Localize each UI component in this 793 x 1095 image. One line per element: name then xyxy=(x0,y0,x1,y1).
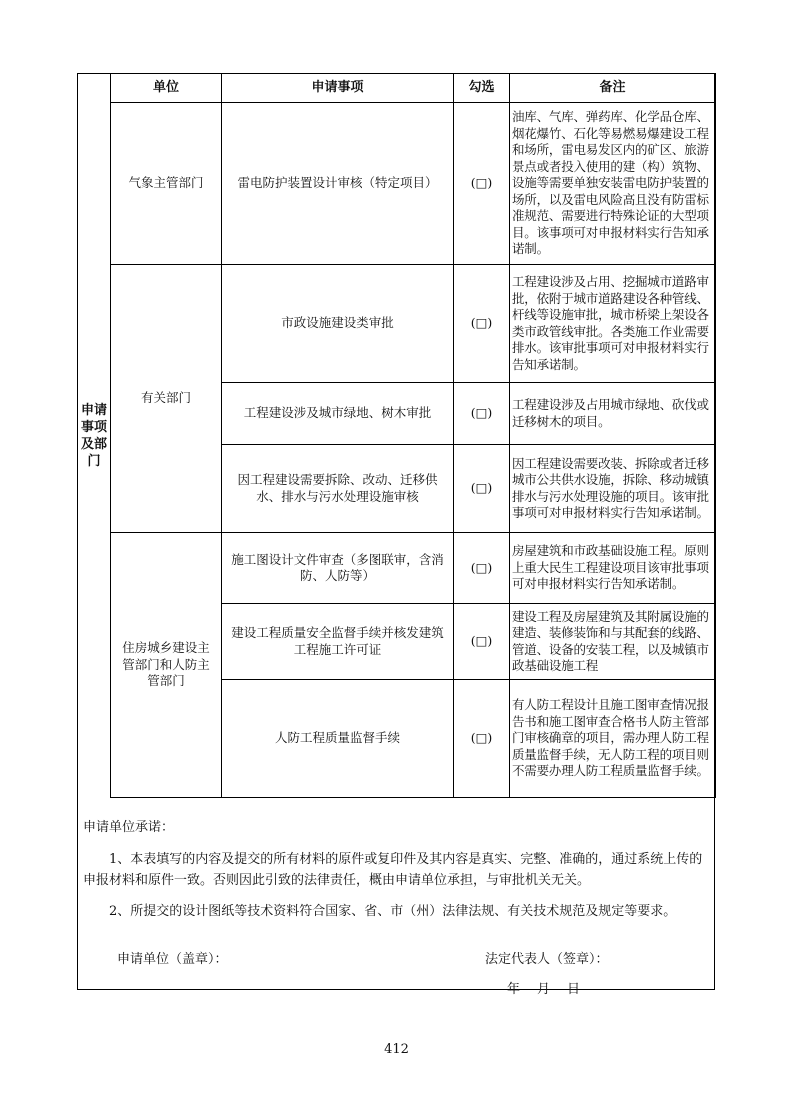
note-cell xyxy=(510,533,716,604)
dept-cell: 有关部门 xyxy=(111,265,222,533)
header-unit: 单位 xyxy=(111,74,222,103)
check-box[interactable]: (□) xyxy=(454,680,510,798)
header-check: 勾选 xyxy=(454,74,510,103)
check-box[interactable]: (□) xyxy=(454,383,510,445)
legal-rep-signature-label: 法定代表人（签章）： xyxy=(485,952,609,967)
commitment-title: 申请单位承诺： xyxy=(83,820,175,835)
item-cell: 工程建设涉及城市绿地、树木审批 xyxy=(222,383,454,445)
item-cell: 施工图设计文件审查（多图联审，含消防、人防等） xyxy=(222,533,454,604)
date-label: 年 月 日 xyxy=(507,982,583,997)
item-cell: 市政设施建设类审批 xyxy=(222,265,454,383)
note-text: 因工程建设需要改装、拆除或者迁移城市公共供水设施，拆除、移动城镇排水与污水处理设施的项目。该审批事项可对申报材料实行告知承诺制。 xyxy=(512,455,709,520)
side-label-cell xyxy=(78,74,111,798)
applicant-seal-label: 申请单位（盖章）： xyxy=(117,952,228,967)
note-cell xyxy=(510,604,716,680)
check-box[interactable]: (□) xyxy=(454,445,510,533)
dept-cell: 住房城乡建设主管部门和人防主管部门 xyxy=(111,533,222,798)
commitment-paragraph-2: 2、所提交的设计图纸等技术资料符合国家、省、市（州）法律法规、有关技术规范及规定等要求。 xyxy=(109,904,677,919)
item-cell: 雷电防护装置设计审核（特定项目） xyxy=(222,103,454,265)
header-item: 申请事项 xyxy=(222,74,454,103)
table-header-row xyxy=(78,74,716,103)
note-cell xyxy=(510,103,716,265)
note-text: 工程建设涉及占用城市绿地、砍伐或迁移树木的项目。 xyxy=(512,397,709,429)
item-cell: 因工程建设需要拆除、改动、迁移供水、排水与污水处理设施审核 xyxy=(222,445,454,533)
dept-cell: 气象主管部门 xyxy=(111,103,222,265)
item-cell: 人防工程质量监督手续 xyxy=(222,680,454,798)
check-box[interactable]: (□) xyxy=(454,103,510,265)
note-text: 油库、气库、弹药库、化学品仓库、烟花爆竹、石化等易燃易爆建设工程和场所，雷电易发区内的矿区、旅游景点或者投入使用的建（构）筑物、设施等需要单独安装雷电防护装置的场所，以及雷电风险高且没有防雷标准规范、需要进行特殊论证的大型项目。该事项可对申报材料实行告知承诺制。 xyxy=(512,109,709,257)
check-box[interactable]: (□) xyxy=(454,533,510,604)
header-note: 备注 xyxy=(510,74,716,103)
item-cell: 建设工程质量安全监督手续并核发建筑工程施工许可证 xyxy=(222,604,454,680)
commitment-paragraph-1: 1、本表填写的内容及提交的所有材料的原件或复印件及其内容是真实、完整、准确的，通过系统上传的申报材料和原件一致。否则因此引致的法律责任，概由申请单位承担，与审批机关无关。 xyxy=(83,852,703,888)
check-box[interactable]: (□) xyxy=(454,604,510,680)
application-table xyxy=(77,73,716,798)
table-row xyxy=(78,533,716,604)
note-cell xyxy=(510,265,716,383)
note-text: 房屋建筑和市政基础设施工程。原则上重大民生工程建设项目该审批事项可对申报材料实行告知承诺制。 xyxy=(512,543,709,592)
check-box[interactable]: (□) xyxy=(454,265,510,383)
table-row xyxy=(78,265,716,383)
commitment-section xyxy=(77,797,715,997)
note-text: 建设工程及房屋建筑及其附属设施的建造、装修装饰和与其配套的线路、管道、设备的安装工程，以及城镇市政基础设施工程 xyxy=(512,608,709,673)
page-number: 412 xyxy=(384,1042,409,1057)
note-cell xyxy=(510,680,716,798)
note-cell xyxy=(510,383,716,445)
note-text: 有人防工程设计且施工图审查情况报告书和施工图审查合格书人防主管部门审核确章的项目，需办理人防工程质量监督手续，无人防工程的项目则不需要办理人防工程质量监督手续。 xyxy=(512,697,709,779)
note-cell xyxy=(510,445,716,533)
side-label: 申请事项及部门 xyxy=(80,402,107,469)
table-row xyxy=(78,103,716,265)
note-text: 工程建设涉及占用、挖掘城市道路审批，依附于城市道路建设各种管线、杆线等设施审批，城市桥梁上架设各类市政管线审批。各类施工作业需要排水。该审批事项可对申报材料实行告知承诺制。 xyxy=(512,274,709,372)
